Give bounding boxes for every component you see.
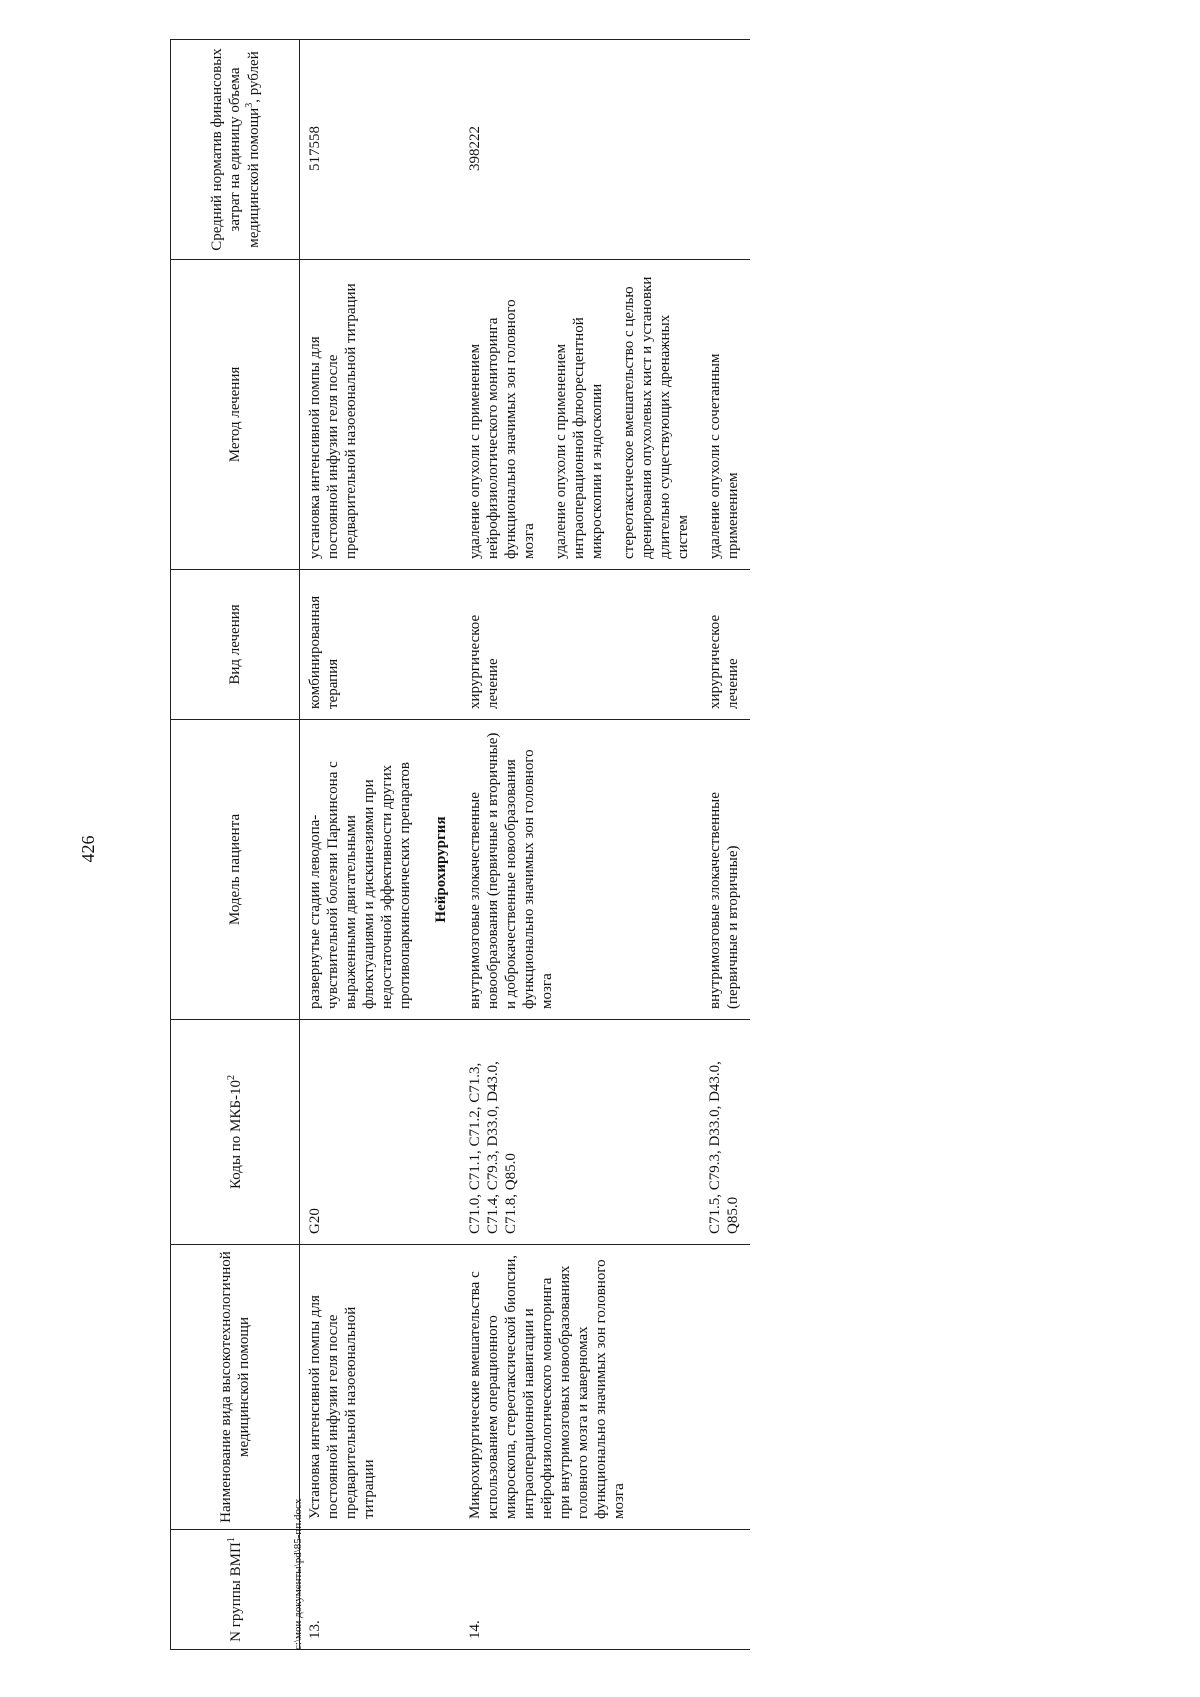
- table-row-14: [460, 40, 700, 1650]
- header-row: [171, 40, 300, 1650]
- header-group-number: N группы ВМП$^1$: [171, 1530, 300, 1650]
- row14-cost: 398222: [460, 40, 700, 260]
- row14-codes: C71.0, C71.1, C71.2, C71.3, C71.4, C79.3, D33.0, D43.0, C71.8, Q85.0: [460, 1020, 700, 1245]
- table-row-13: [300, 40, 423, 1650]
- row14-name: Микрохирургические вмешательства с использованием операционного микроскопа, стереотаксической биопсии, интраоперационной навигации и нейрофизиологического мониторинга при внутримозговых новообразованиях головного мозга и каверномах функционально значимых зон головного мозга: [460, 1245, 700, 1530]
- header-codes: Коды по МКБ-$10^2$: [171, 1020, 300, 1245]
- row14b-model: внутримозговые злокачественные (первичные и вторичные): [700, 720, 750, 1020]
- row13-treatment: комбинированная терапия: [300, 570, 423, 720]
- row14-method-3: стереотаксическое вмешательство с целью дренирования опухолевых кист и установки длительно существующих дренажных систем: [621, 276, 691, 559]
- row14-method: [460, 260, 700, 570]
- row14b-method: удаление опухоли с сочетанным применением: [700, 260, 750, 570]
- row14b-codes: C71.5, C79.3, D33.0, D43.0, Q85.0: [700, 1020, 750, 1245]
- row13-method: установка интенсивной помпы для постоянной инфузии геля после предварительной назоеюнальной титрации: [300, 260, 423, 570]
- vmp-table: [170, 39, 750, 1650]
- row14-number: 14.: [460, 1530, 700, 1650]
- row14-treatment: хирургическое лечение: [460, 570, 700, 720]
- header-cost: Средний норматив финансовых затрат на единицу объема медицинской помощи$^3$, рублей: [171, 40, 300, 260]
- section-title: Нейрохирургия: [422, 720, 460, 1020]
- header-treatment: Вид лечения: [171, 570, 300, 720]
- header-name: Наименование вида высокотехнологичной медицинской помощи: [171, 1245, 300, 1530]
- footer-file-path: c:\мои документы\pd\85-пп.docx: [292, 1498, 304, 1650]
- row14-model: внутримозговые злокачественные новообразования (первичные и вторичные) и доброкачественные новообразования функционально значимых зон головного мозга: [460, 720, 700, 1020]
- row13-cost: 517558: [300, 40, 423, 260]
- section-row: [422, 40, 460, 1650]
- header-model: Модель пациента: [171, 720, 300, 1020]
- row14-method-1: удаление опухоли с применением нейрофизиологического мониторинга функционально значимых зон головного мозга: [467, 299, 537, 559]
- row13-codes: G20: [300, 1020, 423, 1245]
- row14b-treatment: хирургическое лечение: [700, 570, 750, 720]
- row13-name: Установка интенсивной помпы для постоянной инфузии геля после предварительной назоеюнальной титрации: [300, 1245, 423, 1530]
- page-number: 426: [78, 835, 98, 863]
- row14-method-2: удаление опухоли с применением интраоперационной флюоресцентной микроскопии и эндоскопии: [553, 317, 605, 559]
- header-method: Метод лечения: [171, 260, 300, 570]
- row13-number: 13.: [300, 1530, 423, 1650]
- row13-model: развернутые стадии леводопа-чувствительной болезни Паркинсона с выраженными двигательными флюктуациями и дискинезиями при недостаточной эффективности других противопаркинсонических препаратов: [300, 720, 423, 1020]
- table-row-14b: [700, 40, 750, 1650]
- rotated-table-container: [170, 40, 1070, 1650]
